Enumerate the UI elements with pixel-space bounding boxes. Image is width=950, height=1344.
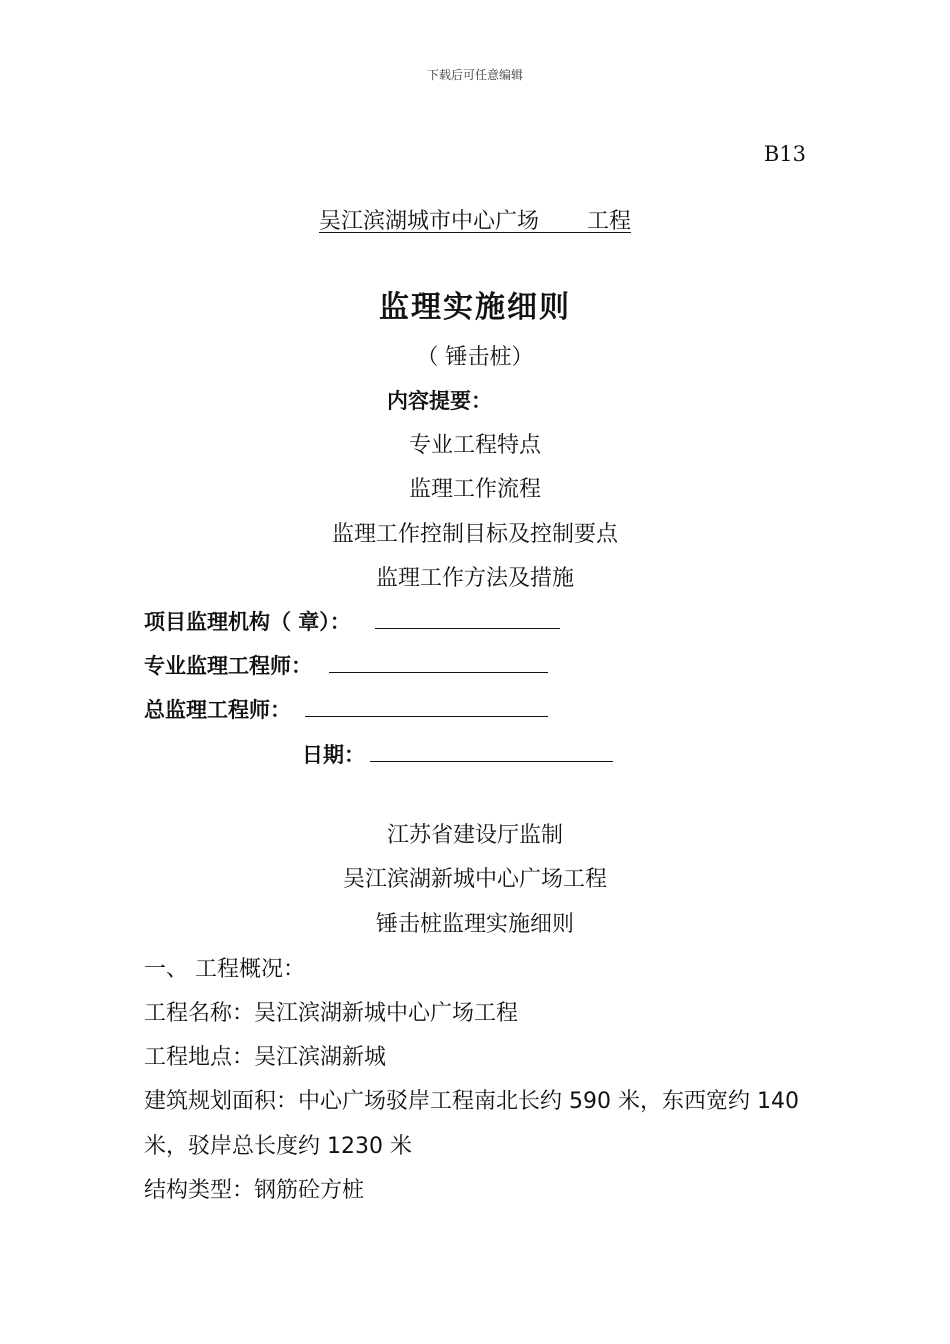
project-name-blank: [539, 210, 587, 233]
signature-date-label: 日期：: [302, 743, 365, 767]
signature-engineer-line: [329, 672, 548, 673]
project-title: [0, 204, 950, 235]
document-code: B13: [763, 142, 806, 166]
header-note: 下载后可任意编辑: [426, 68, 523, 82]
overview-area: 建筑规划面积：中心广场驳岸工程南北长约 590 米，东西宽约 140: [144, 1089, 799, 1114]
toc-item: 监理工作流程: [408, 477, 541, 502]
signature-org-line: [375, 628, 560, 629]
signature-engineer-label: 专业监理工程师：: [144, 654, 312, 678]
overview-area-continued: 米，驳岸总长度约 1230 米: [144, 1134, 412, 1159]
signature-chief-label: 总监理工程师：: [144, 698, 291, 722]
section-subtitle: 锤击桩监理实施细则: [375, 912, 574, 937]
issuer: 江苏省建设厅监制: [386, 823, 563, 848]
signature-date-line: [370, 761, 613, 762]
project-name: 吴江滨湖城市中心广场: [318, 209, 539, 234]
toc-item: 专业工程特点: [408, 433, 541, 458]
overview-name: 工程名称：吴江滨湖新城中心广场工程: [144, 1001, 519, 1026]
signature-chief-line: [305, 716, 548, 717]
section-title: 吴江滨湖新城中心广场工程: [342, 867, 607, 892]
signature-org-label: 项目监理机构（ 章）：: [144, 610, 351, 634]
document-subtype: （ 锤击桩）: [416, 345, 534, 370]
toc-heading: 内容提要：: [387, 389, 492, 413]
overview-location: 工程地点：吴江滨湖新城: [144, 1045, 387, 1070]
overview-heading: 一、 工程概况：: [144, 957, 305, 982]
document-title: 监理实施细则: [379, 290, 571, 325]
project-suffix: 工程: [587, 209, 632, 234]
toc-item: 监理工作方法及措施: [375, 566, 574, 591]
overview-structure: 结构类型：钢筋砼方桩: [144, 1178, 365, 1203]
toc-item: 监理工作控制目标及控制要点: [331, 522, 618, 547]
